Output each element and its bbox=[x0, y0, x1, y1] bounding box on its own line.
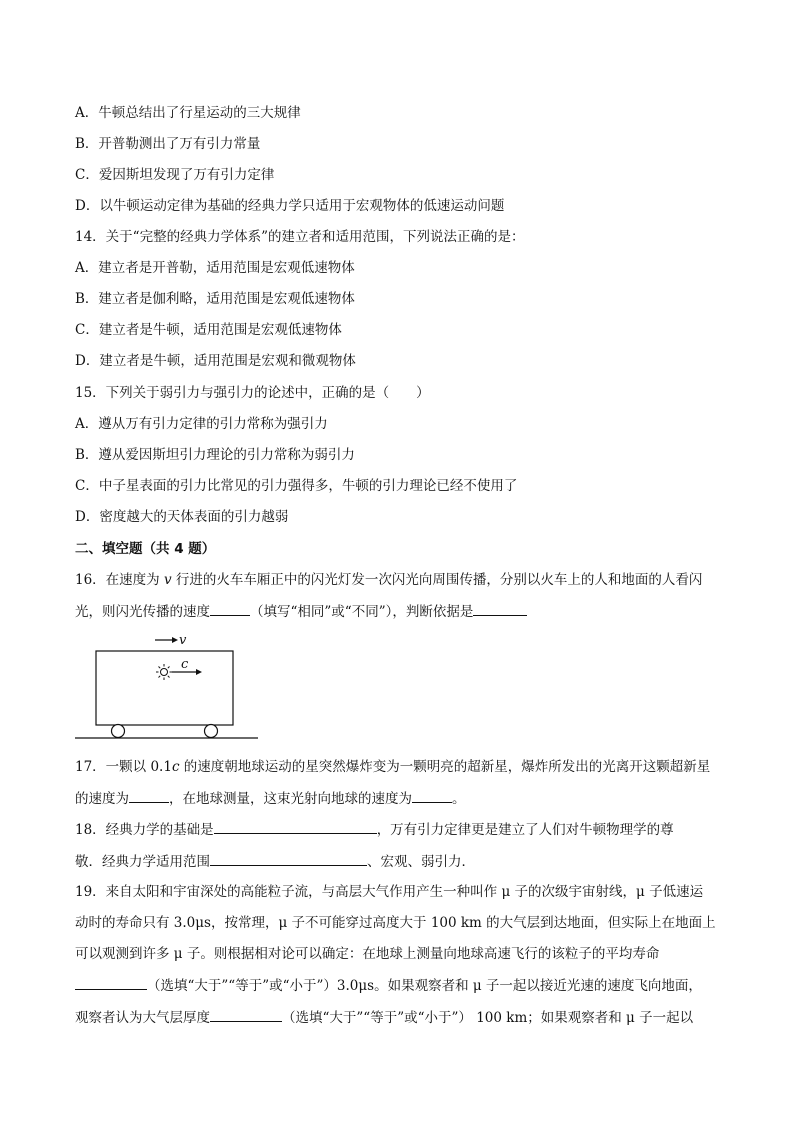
velocity-symbol: v bbox=[163, 572, 172, 588]
q19-text: 观察者认为大气层厚度 bbox=[75, 1010, 210, 1026]
q14-option-d: D．建立者是牛顿，适用范围是宏观和微观物体 bbox=[75, 353, 356, 369]
q15-stem: 15．下列关于弱引力与强引力的论述中，正确的是（ ） bbox=[75, 385, 430, 401]
light-arrow-head bbox=[196, 669, 202, 675]
q14-option-b: B．建立者是伽利略，适用范围是宏观低速物体 bbox=[75, 291, 355, 307]
velocity-arrow-head bbox=[172, 637, 178, 643]
q14-stem: 14．关于“完整的经典力学体系”的建立者和适用范围，下列说法正确的是： bbox=[75, 229, 525, 245]
q18-text: 敬．经典力学适用范围 bbox=[75, 854, 210, 870]
q16-text: 光，则闪光传播的速度 bbox=[75, 604, 210, 620]
q17-line-2 bbox=[75, 788, 466, 809]
q13-option-b: B．开普勒测出了万有引力常量 bbox=[75, 136, 261, 152]
q19-line-4 bbox=[75, 975, 702, 996]
train-car-diagram bbox=[75, 630, 275, 742]
answer-blank[interactable] bbox=[75, 975, 147, 990]
answer-blank[interactable] bbox=[214, 819, 377, 834]
light-speed-symbol: c bbox=[171, 759, 180, 775]
q13-option-a: A．牛顿总结出了行星运动的三大规律 bbox=[75, 105, 301, 121]
q16-text: 16．在速度为 bbox=[75, 572, 164, 588]
q16-line-2 bbox=[75, 601, 527, 622]
q19-line-5 bbox=[75, 1007, 693, 1028]
q16-line-1 bbox=[75, 570, 702, 590]
q18-line-2 bbox=[75, 851, 475, 872]
q13-option-d: D．以牛顿运动定律为基础的经典力学只适用于宏观物体的低速运动问题 bbox=[75, 198, 505, 214]
q17-text: 17．一颗以 0.1 bbox=[75, 759, 172, 775]
answer-blank[interactable] bbox=[210, 1007, 282, 1022]
flash-lamp-icon bbox=[156, 664, 172, 680]
q17-text: 。 bbox=[452, 791, 466, 807]
q14-option-c: C．建立者是牛顿，适用范围是宏观低速物体 bbox=[75, 322, 342, 338]
wheel-left bbox=[112, 725, 125, 738]
q17-text: 的速度朝地球运动的星突然爆炸变为一颗明亮的超新星，爆炸所发出的光离开这颗超新星 bbox=[179, 759, 711, 775]
q15-option-d: D．密度越大的天体表面的引力越弱 bbox=[75, 509, 289, 525]
light-speed-label: c bbox=[181, 657, 189, 672]
q19-line-1: 19．来自太阳和宇宙深处的高能粒子流，与高层大气作用产生一种叫作 μ 子的次级宇宙射线，μ 子低速运 bbox=[75, 884, 704, 900]
answer-blank[interactable] bbox=[473, 601, 527, 616]
train-car-body bbox=[96, 651, 233, 725]
section-heading-fill-in: 二、填空题（共 4 题） bbox=[75, 541, 216, 557]
q13-option-c: C．爱因斯坦发现了万有引力定律 bbox=[75, 167, 275, 183]
q19-line-3: 可以观测到许多 μ 子。则根据相对论可以确定：在地球上测量向地球高速飞行的该粒子的平均寿命 bbox=[75, 946, 660, 962]
q17-text: 的速度为 bbox=[75, 791, 129, 807]
velocity-label: v bbox=[179, 633, 187, 648]
q18-text: 18．经典力学的基础是 bbox=[75, 822, 214, 838]
q18-line-1 bbox=[75, 819, 674, 840]
q18-text: 、宏观、弱引力． bbox=[367, 854, 475, 870]
answer-blank[interactable] bbox=[210, 851, 367, 866]
q18-text: ，万有引力定律更是建立了人们对牛顿物理学的尊 bbox=[376, 822, 674, 838]
q16-text: 行进的火车车厢正中的闪光灯发一次闪光向周围传播，分别以火车上的人和地面的人看闪 bbox=[171, 572, 703, 588]
q19-text: （选填“大于”“等于”或“小于”）3.0μs。如果观察者和 μ 子一起以接近光速的速度飞向地面， bbox=[147, 978, 702, 994]
wheel-right bbox=[205, 725, 218, 738]
q15-option-a: A．遵从万有引力定律的引力常称为强引力 bbox=[75, 416, 328, 432]
q17-line-1 bbox=[75, 757, 710, 777]
q14-option-a: A．建立者是开普勒，适用范围是宏观低速物体 bbox=[75, 260, 355, 276]
q19-text: （选填“大于”“等于”或“小于”） 100 km；如果观察者和 μ 子一起以 bbox=[282, 1010, 694, 1026]
answer-blank[interactable] bbox=[412, 788, 452, 803]
q19-line-2: 动时的寿命只有 3.0μs，按常理，μ 子不可能穿过高度大于 100 km 的大气层到达地面，但实际上在地面上 bbox=[75, 915, 716, 931]
q15-option-c: C．中子星表面的引力比常见的引力强得多，牛顿的引力理论已经不使用了 bbox=[75, 478, 518, 494]
answer-blank[interactable] bbox=[129, 788, 169, 803]
q16-text: （填写“相同”或“不同”），判断依据是 bbox=[250, 604, 474, 620]
q17-text: ，在地球测量，这束光射向地球的速度为 bbox=[169, 791, 412, 807]
q15-option-b: B．遵从爱因斯坦引力理论的引力常称为弱引力 bbox=[75, 447, 355, 463]
answer-blank[interactable] bbox=[210, 601, 250, 616]
